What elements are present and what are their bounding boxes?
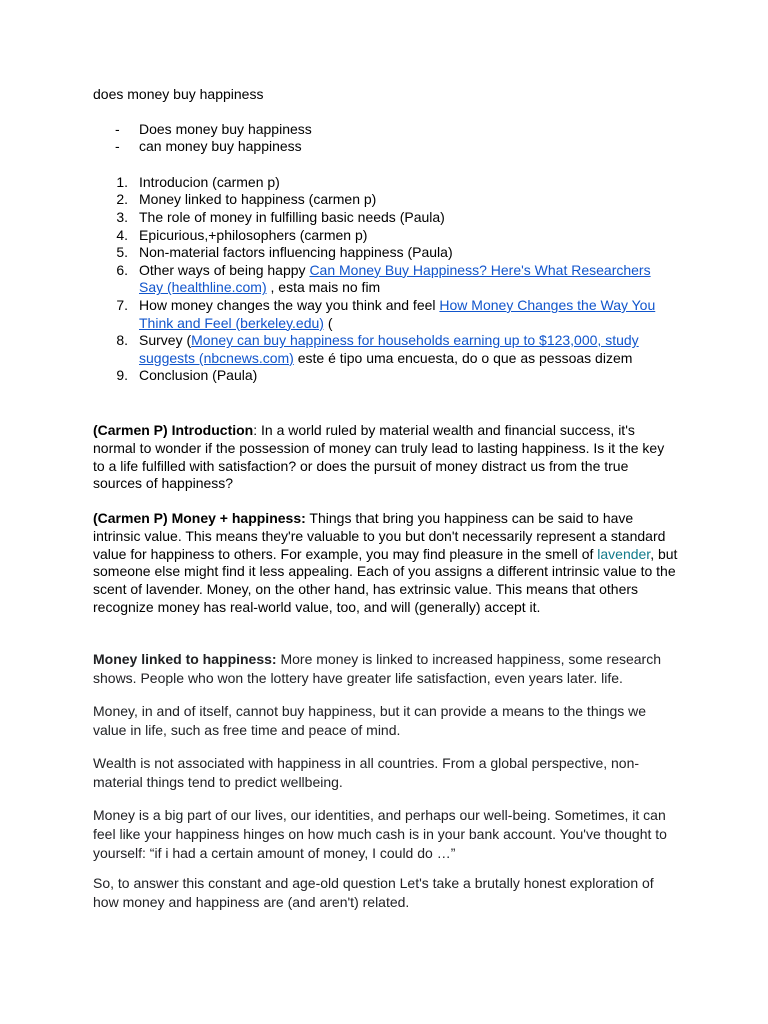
outline-text: Introducion (carmen p): [139, 173, 280, 190]
money-happiness-text: Things that bring you happiness can be said to have intrinsic value. This means they're valuable to you but don't necessarily represent a standard value for happiness to others. For example, you may find pleasure in the smell of: [93, 510, 666, 562]
outline-number: 2.: [116, 191, 128, 208]
outline-item: [93, 367, 678, 385]
outline-item: [93, 174, 678, 192]
dash-list-item: [93, 121, 678, 139]
outline-item: [93, 297, 678, 332]
document-title: does money buy happiness: [93, 86, 264, 102]
outline-text-after: este é tipo uma encuesta, do o que as pessoas dizem: [293, 349, 633, 366]
outline-text: Non-material factors influencing happiness (Paula): [139, 244, 453, 261]
body-paragraph: Money, in and of itself, cannot buy happiness, but it can provide a means to the things we value in life, such as free time and peace of mind.: [93, 702, 647, 738]
outline-text: Other ways of being happy: [139, 261, 310, 278]
healthline-link[interactable]: Can Money Buy Happiness? Here's What Researchers Say (healthline.com): [139, 261, 651, 296]
outline-text: Conclusion (Paula): [139, 367, 258, 384]
document-page: [93, 86, 678, 912]
introduction-text: : In a world ruled by material wealth and financial success, it's normal to wonder if the possession of money can truly lead to lasting happiness. Is it the key to a life fulfilled with satisfaction? or does the pursuit of money distract us from the true sources of happiness?: [93, 421, 665, 492]
body-paragraph: Wealth is not associated with happiness in all countries. From a global perspective, non-material things tend to predict wellbeing.: [93, 754, 640, 790]
outline-text: Money linked to happiness (carmen p): [139, 191, 377, 208]
outline-text-after: , esta mais no fim: [266, 279, 381, 296]
introduction-label: (Carmen P) Introduction: [93, 421, 254, 438]
outline-item: [93, 227, 678, 245]
dash-item-text: can money buy happiness: [139, 138, 302, 155]
outline-text-after: (: [323, 314, 333, 331]
outline-item: [93, 332, 678, 367]
dash-list: [93, 121, 678, 156]
money-happiness-text-after: , but someone else might find it less appealing. Each of you assigns a different intrinsic value to the scent of lavender. Money, on the other hand, has extrinsic value. This means that others recognize money has real-world value, too, and will (generally) accept it.: [93, 545, 678, 616]
outline-number: 7.: [116, 296, 128, 313]
outline-list: [93, 174, 678, 385]
money-happiness-label: (Carmen P) Money + happiness:: [93, 510, 306, 527]
outline-item: [93, 262, 678, 297]
introduction-paragraph: [93, 422, 678, 493]
dash-bullet: -: [115, 138, 120, 155]
dash-item-text: Does money buy happiness: [139, 120, 312, 137]
outline-text: The role of money in fulfilling basic needs (Paula): [139, 208, 445, 225]
lavender-highlight: lavender: [597, 545, 651, 562]
linked-text: More money is linked to increased happiness, some research shows. People who won the lottery have greater life satisfaction, even years later. life.: [93, 650, 662, 686]
dash-bullet: -: [115, 120, 120, 137]
outline-number: 4.: [116, 226, 128, 243]
body-paragraph: Money is a big part of our lives, our identities, and perhaps our well-being. Sometimes, it can feel like your happiness hinges on how much cash is in your bank account. You've thought to yourself: “if i had a certain amount of money, I could do …”: [93, 806, 667, 861]
outline-number: 6.: [116, 261, 128, 278]
outline-number: 5.: [116, 244, 128, 261]
outline-number: 1.: [116, 173, 128, 190]
outline-item: [93, 244, 678, 262]
outline-text: Survey (: [139, 332, 192, 349]
body-paragraph: So, to answer this constant and age-old question Let's take a brutally honest exploration of how money and happiness are (and aren't) related.: [93, 874, 654, 910]
linked-label: Money linked to happiness:: [93, 650, 277, 667]
outline-number: 9.: [116, 367, 128, 384]
berkeley-link[interactable]: How Money Changes the Way You Think and Feel (berkeley.edu): [139, 296, 656, 331]
outline-number: 3.: [116, 208, 128, 225]
linked-paragraph: [93, 650, 678, 688]
outline-item: [93, 191, 678, 209]
money-happiness-paragraph: [93, 510, 678, 617]
outline-text: Epicurious,+philosophers (carmen p): [139, 226, 368, 243]
nbcnews-link[interactable]: Money can buy happiness for households earning up to $123,000, study suggests (nbcnews.com): [139, 332, 639, 366]
outline-number: 8.: [116, 332, 128, 349]
outline-item: [93, 209, 678, 227]
dash-list-item: [93, 138, 678, 156]
outline-text: How money changes the way you think and feel: [139, 296, 440, 313]
